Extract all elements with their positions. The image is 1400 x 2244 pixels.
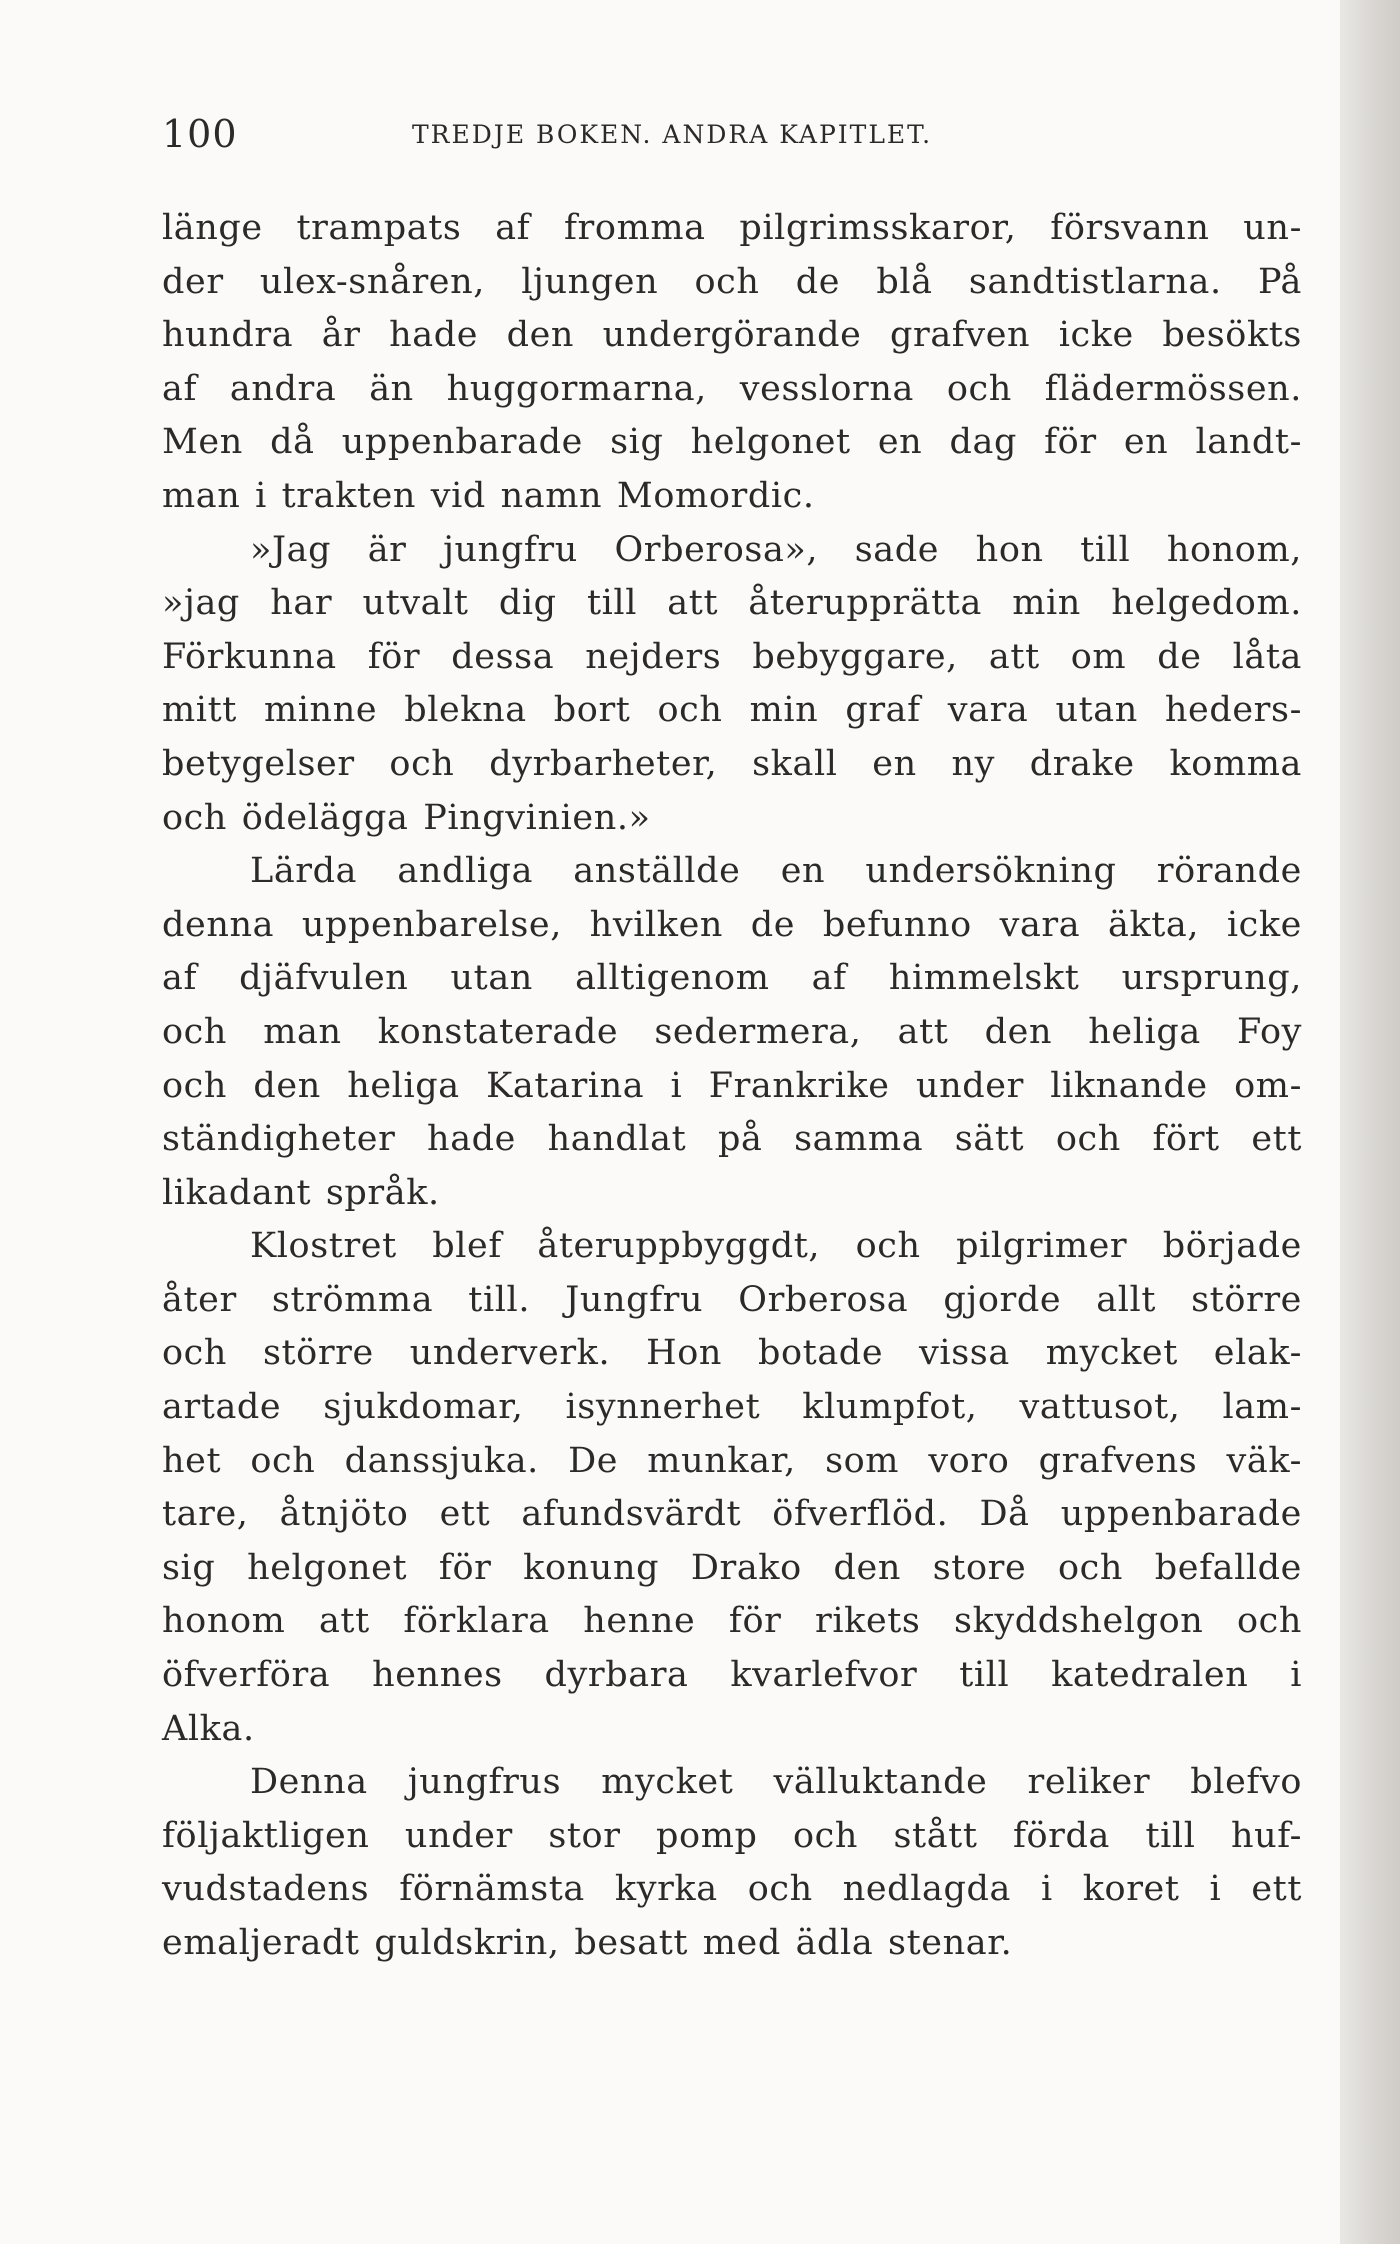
text-line: honom att förklara henne för rikets skyddshelgon och: [162, 1601, 1302, 1642]
page-number: 100: [162, 112, 238, 156]
text-line: »Jag är jungfru Orberosa», sade hon till honom,: [250, 529, 1302, 570]
page-edge-shadow: [1340, 0, 1400, 2244]
chapter-heading: TREDJE BOKEN. ANDRA KAPITLET.: [412, 120, 933, 149]
text-line: der ulex-snåren, ljungen och de blå sandtistlarna. På: [162, 261, 1302, 302]
text-line: likadant språk.: [162, 1172, 440, 1213]
text-line: öfverföra hennes dyrbara kvarlefvor till katedralen i: [162, 1655, 1302, 1696]
text-line: het och danssjuka. De munkar, som voro grafvens väk-: [162, 1440, 1302, 1481]
text-line: man i trakten vid namn Momordic.: [162, 475, 815, 516]
text-line: och större underverk. Hon botade vissa mycket elak-: [162, 1333, 1302, 1374]
text-line: mitt minne blekna bort och min graf vara utan heders-: [162, 690, 1302, 731]
text-line: artade sjukdomar, isynnerhet klumpfot, vattusot, lam-: [162, 1387, 1302, 1428]
text-line: af andra än huggormarna, vesslorna och flädermössen.: [162, 368, 1302, 409]
body-text: [162, 202, 1302, 1971]
text-line: betygelser och dyrbarheter, skall en ny drake komma: [162, 743, 1302, 784]
text-line: hundra år hade den undergörande grafven icke besökts: [162, 315, 1302, 356]
text-line: vudstadens förnämsta kyrka och nedlagda i koret i ett: [162, 1869, 1302, 1910]
text-line: och man konstaterade sedermera, att den heliga Foy: [162, 1011, 1302, 1052]
text-line: denna uppenbarelse, hvilken de befunno vara äkta, icke: [162, 904, 1302, 945]
text-line: tare, åtnjöto ett afundsvärdt öfverflöd. Då uppenbarade: [162, 1494, 1302, 1535]
text-line: emaljeradt guldskrin, besatt med ädla stenar.: [162, 1923, 1013, 1963]
text-line: och den heliga Katarina i Frankrike under liknande om-: [162, 1065, 1302, 1106]
text-line: af djäfvulen utan alltigenom af himmelskt ursprung,: [162, 958, 1302, 999]
text-line: och ödelägga Pingvinien.»: [162, 797, 651, 838]
running-head: [162, 112, 1302, 162]
text-line: sig helgonet för konung Drako den store och befallde: [162, 1547, 1302, 1588]
text-line: följaktligen under stor pomp och stått förda till huf-: [162, 1815, 1302, 1856]
text-line: åter strömma till. Jungfru Orberosa gjorde allt större: [162, 1279, 1302, 1320]
text-line: Alka.: [162, 1708, 255, 1749]
text-line: Men då uppenbarade sig helgonet en dag för en landt-: [162, 422, 1302, 463]
text-line: Förkunna för dessa nejders bebyggare, att om de låta: [162, 636, 1302, 677]
text-line: Denna jungfrus mycket välluktande reliker blefvo: [250, 1762, 1302, 1803]
text-line: »jag har utvalt dig till att återupprätta min helgedom.: [162, 583, 1302, 624]
text-line: länge trampats af fromma pilgrimsskaror, försvann un-: [162, 208, 1302, 248]
text-line: Lärda andliga anställde en undersökning rörande: [250, 851, 1302, 892]
text-line: Klostret blef återuppbyggdt, och pilgrimer började: [250, 1226, 1302, 1267]
text-line: ständigheter hade handlat på samma sätt och fört ett: [162, 1119, 1302, 1160]
